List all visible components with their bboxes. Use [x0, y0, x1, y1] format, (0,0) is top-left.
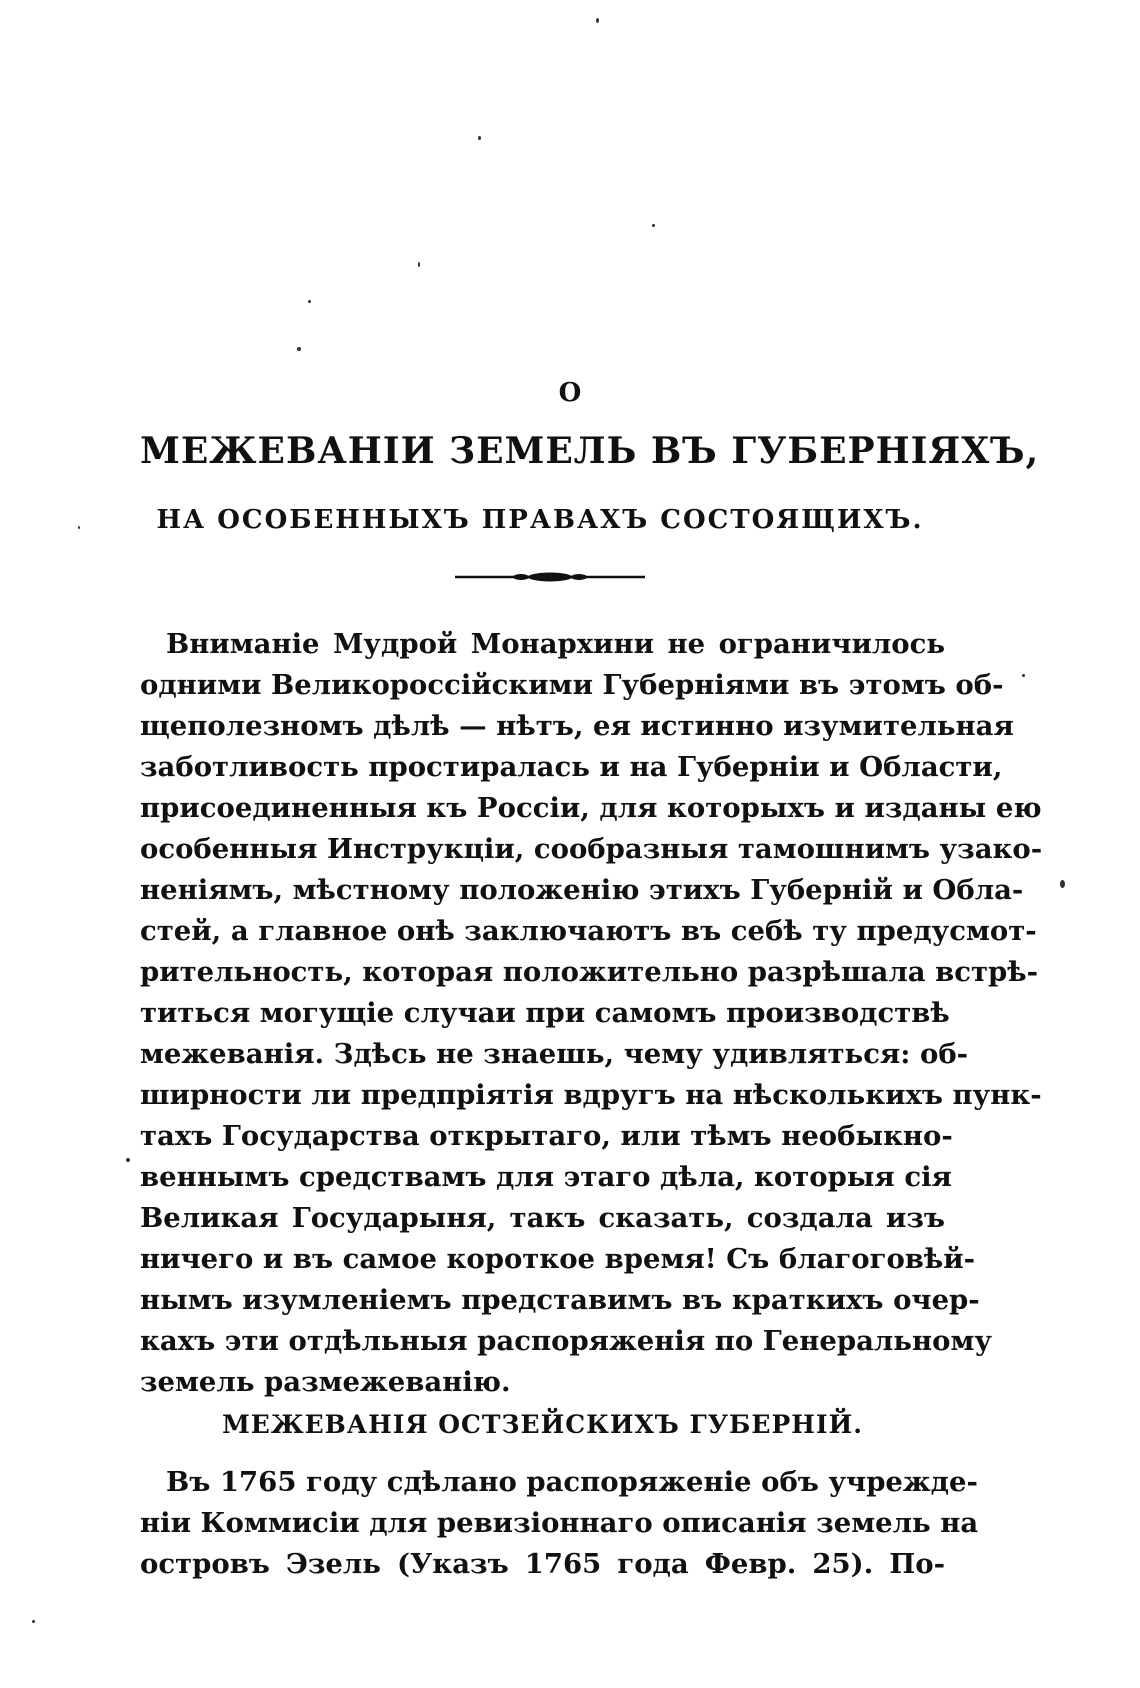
scan-speck [126, 1158, 130, 1162]
text-line: неніямъ, мѣстному положенію этихъ Губерній и Обла- [140, 874, 1024, 906]
scan-speck [32, 1620, 35, 1623]
text-line: тахъ Государства открытаго, или тѣмъ необыкно- [140, 1120, 953, 1152]
section-heading: МЕЖЕВАНІЯ ОСТЗЕЙСКИХЪ ГУБЕРНІЙ. [222, 1410, 863, 1439]
text-line: щеполезномъ дѣлѣ — нѣтъ, ея истинно изумительная [140, 710, 1014, 742]
text-line: ніи Коммисіи для ревизіоннаго описанія земель на [140, 1507, 979, 1539]
text-line: стей, а главное онѣ заключаютъ въ себѣ ту предусмот- [140, 915, 1037, 947]
text-line: ширности ли предпріятія вдругъ на нѣсколькихъ пунк- [140, 1079, 1042, 1111]
text-line: веннымъ средствамъ для этаго дѣла, которыя сія [140, 1161, 952, 1193]
text-line: рительность, которая положительно разрѣшала встрѣ- [140, 956, 1038, 988]
scan-speck [1060, 880, 1065, 888]
scan-speck [297, 347, 301, 351]
scan-speck [652, 224, 655, 227]
page-title: МЕЖЕВАНІИ ЗЕМЕЛЬ ВЪ ГУБЕРНІЯХЪ, [140, 430, 1040, 472]
text-line: кахъ эти отдѣльныя распоряженія по Генеральному [140, 1325, 992, 1357]
text-line: Въ 1765 году сдѣлано распоряженіе объ учрежде- [166, 1466, 978, 1498]
text-line: межеванія. Здѣсь не знаешь, чему удивляться: об- [140, 1038, 969, 1070]
paragraph-2 [140, 1462, 979, 1585]
scan-speck [596, 18, 599, 23]
scan-speck [308, 300, 311, 303]
text-line: присоединенныя къ Россіи, для которыхъ и изданы ею [140, 792, 1042, 824]
scan-speck [478, 136, 481, 140]
text-line: особенныя Инструкціи, сообразныя тамошнимъ узако- [140, 833, 1043, 865]
page-subtitle: НА ОСОБЕННЫХЪ ПРАВАХЪ СОСТОЯЩИХЪ. [156, 505, 924, 535]
scan-speck [78, 526, 80, 529]
ornament-divider [455, 569, 645, 585]
heading-preposition: О [558, 378, 582, 408]
scan-speck [418, 262, 420, 267]
text-line: Великая Государыня, такъ сказать, создала изъ [140, 1202, 945, 1234]
text-line: ничего и въ самое короткое время! Съ благоговѣй- [140, 1243, 976, 1275]
text-line: Вниманіе Мудрой Монархини не ограничилось [166, 628, 945, 660]
text-line: нымъ изумленіемъ представимъ въ краткихъ очер- [140, 1284, 980, 1316]
text-line: земель размежеванію. [140, 1366, 511, 1398]
text-line: островъ Эзель (Указъ 1765 года Февр. 25). По- [140, 1548, 945, 1580]
paragraph-1 [140, 624, 1043, 1403]
scan-speck [1022, 674, 1025, 677]
text-line: титься могущіе случаи при самомъ производствѣ [140, 997, 950, 1029]
text-line: заботливость простиралась и на Губерніи и Области, [140, 751, 1003, 783]
text-line: одними Великороссійскими Губерніями въ этомъ об- [140, 669, 1004, 701]
